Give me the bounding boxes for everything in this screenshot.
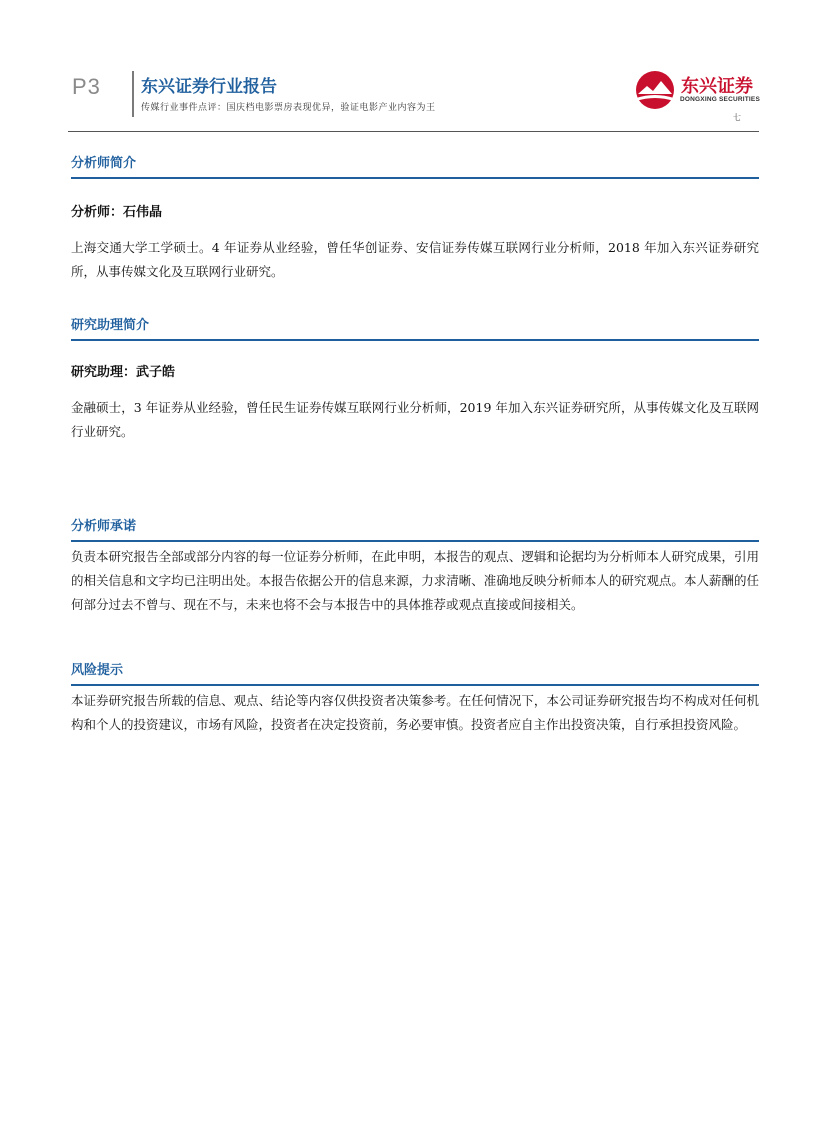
- analyst-heading: 分析师简介: [71, 152, 759, 179]
- header-mark: 七: [733, 113, 741, 122]
- header-rule: [68, 131, 759, 132]
- report-subtitle: 传媒行业事件点评：国庆档电影票房表现优异，验证电影产业内容为王: [141, 103, 436, 113]
- page-number: P3: [72, 74, 101, 99]
- assistant-heading: 研究助理简介: [71, 314, 759, 341]
- assistant-name: 研究助理：武子皓: [71, 365, 176, 380]
- logo-chinese-text: 东兴证券: [681, 76, 753, 97]
- analyst-name: 分析师：石伟晶: [71, 205, 163, 220]
- assistant-bio: 金融硕士，3 年证券从业经验，曾任民生证券传媒互联网行业分析师，2019 年加入东兴证券研究所，从事传媒文化及互联网行业研究。: [71, 400, 759, 439]
- logo-english-text: DONGXING SECURITIES: [680, 96, 761, 103]
- header-divider: [132, 71, 134, 117]
- commitment-heading: 分析师承诺: [71, 515, 759, 542]
- analyst-section: [71, 152, 759, 179]
- report-brand-title: 东兴证券行业报告: [141, 77, 277, 97]
- company-logo: [633, 68, 763, 112]
- commitment-section: [71, 515, 759, 542]
- risk-heading: 风险提示: [71, 659, 759, 686]
- risk-section: [71, 659, 759, 686]
- risk-text: 本证券研究报告所载的信息、观点、结论等内容仅供投资者决策参考。在任何情况下，本公司证券研究报告均不构成对任何机构和个人的投资建议，市场有风险，投资者在决定投资前，务必要审慎。投资者应自主作出投资决策，自行承担投资风险。: [71, 693, 759, 732]
- analyst-bio: 上海交通大学工学硕士。4 年证券从业经验，曾任华创证券、安信证券传媒互联网行业分析师，2018 年加入东兴证券研究所，从事传媒文化及互联网行业研究。: [71, 240, 759, 279]
- company-logo-icon: [633, 70, 677, 110]
- commitment-text: 负责本研究报告全部或部分内容的每一位证券分析师，在此申明，本报告的观点、逻辑和论据均为分析师本人研究成果，引用的相关信息和文字均已注明出处。本报告依据公开的信息来源，力求清晰、准确地反映分析师本人的研究观点。本人薪酬的任何部分过去不曾与、现在不与，未来也将不会与本报告中的具体推荐或观点直接或间接相关。: [71, 549, 759, 612]
- assistant-section: [71, 314, 759, 341]
